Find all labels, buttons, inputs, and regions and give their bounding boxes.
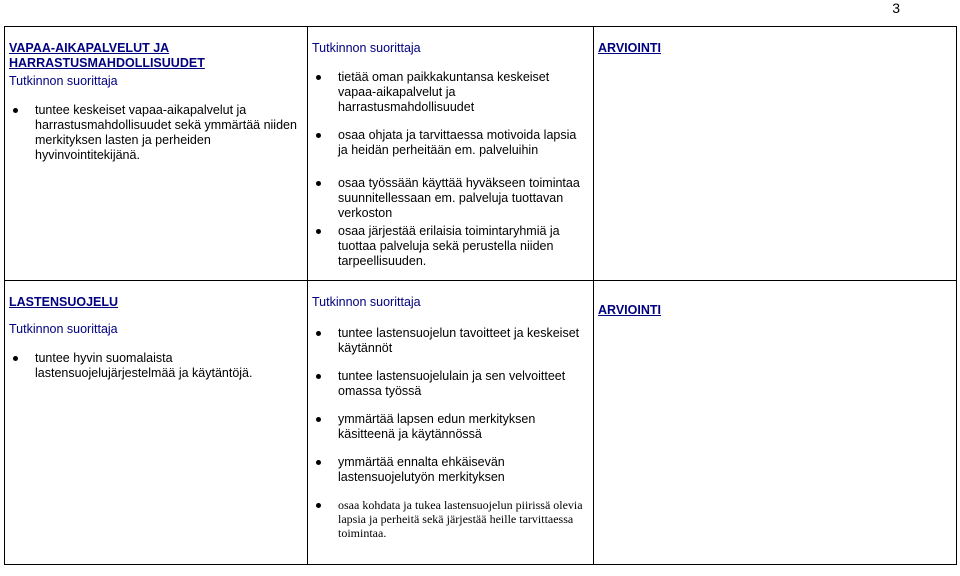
table-row bbox=[5, 281, 957, 565]
assessment-cell bbox=[594, 27, 957, 281]
list-item: osaa kohdata ja tukea lastensuojelun piirissä olevia lapsia ja perheitä sekä järjestää heille tarvittaessa toimintaa. bbox=[312, 498, 589, 540]
assessment-heading: ARVIOINTI bbox=[598, 41, 661, 55]
list-item: osaa ohjata ja tarvittaessa motivoida lapsia ja heidän perheitään em. palveluihin bbox=[312, 128, 589, 158]
section-title: LASTENSUOJELU bbox=[9, 295, 119, 309]
curriculum-table bbox=[4, 26, 957, 565]
table-row bbox=[5, 27, 957, 281]
section-subtitle: Tutkinnon suorittaja bbox=[312, 295, 421, 309]
section-subtitle: Tutkinnon suorittaja bbox=[312, 41, 421, 55]
list-item: ymmärtää ennalta ehkäisevän lastensuojelutyön merkityksen bbox=[312, 455, 589, 485]
list-item: tuntee lastensuojelun tavoitteet ja keskeiset käytännöt bbox=[312, 326, 589, 356]
section-subtitle: Tutkinnon suorittaja bbox=[9, 74, 118, 88]
list-item: tietää oman paikkakuntansa keskeiset vapaa-aikapalvelut ja harrastusmahdollisuudet bbox=[312, 70, 589, 115]
page-number: 3 bbox=[892, 0, 900, 16]
list-item: tuntee keskeiset vapaa-aikapalvelut ja harrastusmahdollisuudet sekä ymmärtää niiden merkityksen lasten ja perheiden hyvinvointitekijänä. bbox=[9, 103, 303, 163]
assessment-heading: ARVIOINTI bbox=[598, 303, 661, 317]
section-middle-cell bbox=[308, 281, 594, 565]
section-left-cell bbox=[5, 27, 308, 281]
list-item: ymmärtää lapsen edun merkityksen käsitteenä ja käytännössä bbox=[312, 412, 589, 442]
bullet-list bbox=[9, 103, 303, 163]
list-item: tuntee hyvin suomalaista lastensuojelujärjestelmää ja käytäntöjä. bbox=[9, 351, 303, 381]
section-title: VAPAA-AIKAPALVELUT JA HARRASTUSMAHDOLLISUUDET bbox=[9, 41, 205, 70]
bullet-list bbox=[312, 326, 589, 540]
list-item: tuntee lastensuojelulain ja sen velvoitteet omassa työssä bbox=[312, 369, 589, 399]
list-item: osaa järjestää erilaisia toimintaryhmiä ja tuottaa palveluja sekä perustella niiden tarpeellisuuden. bbox=[312, 224, 589, 269]
bullet-list bbox=[9, 351, 303, 381]
bullet-list bbox=[312, 70, 589, 269]
section-left-cell bbox=[5, 281, 308, 565]
section-subtitle: Tutkinnon suorittaja bbox=[9, 322, 118, 336]
list-item: osaa työssään käyttää hyväkseen toimintaa suunnitellessaan em. palveluja tuottavan verkoston bbox=[312, 176, 589, 221]
section-middle-cell bbox=[308, 27, 594, 281]
assessment-cell bbox=[594, 281, 957, 565]
